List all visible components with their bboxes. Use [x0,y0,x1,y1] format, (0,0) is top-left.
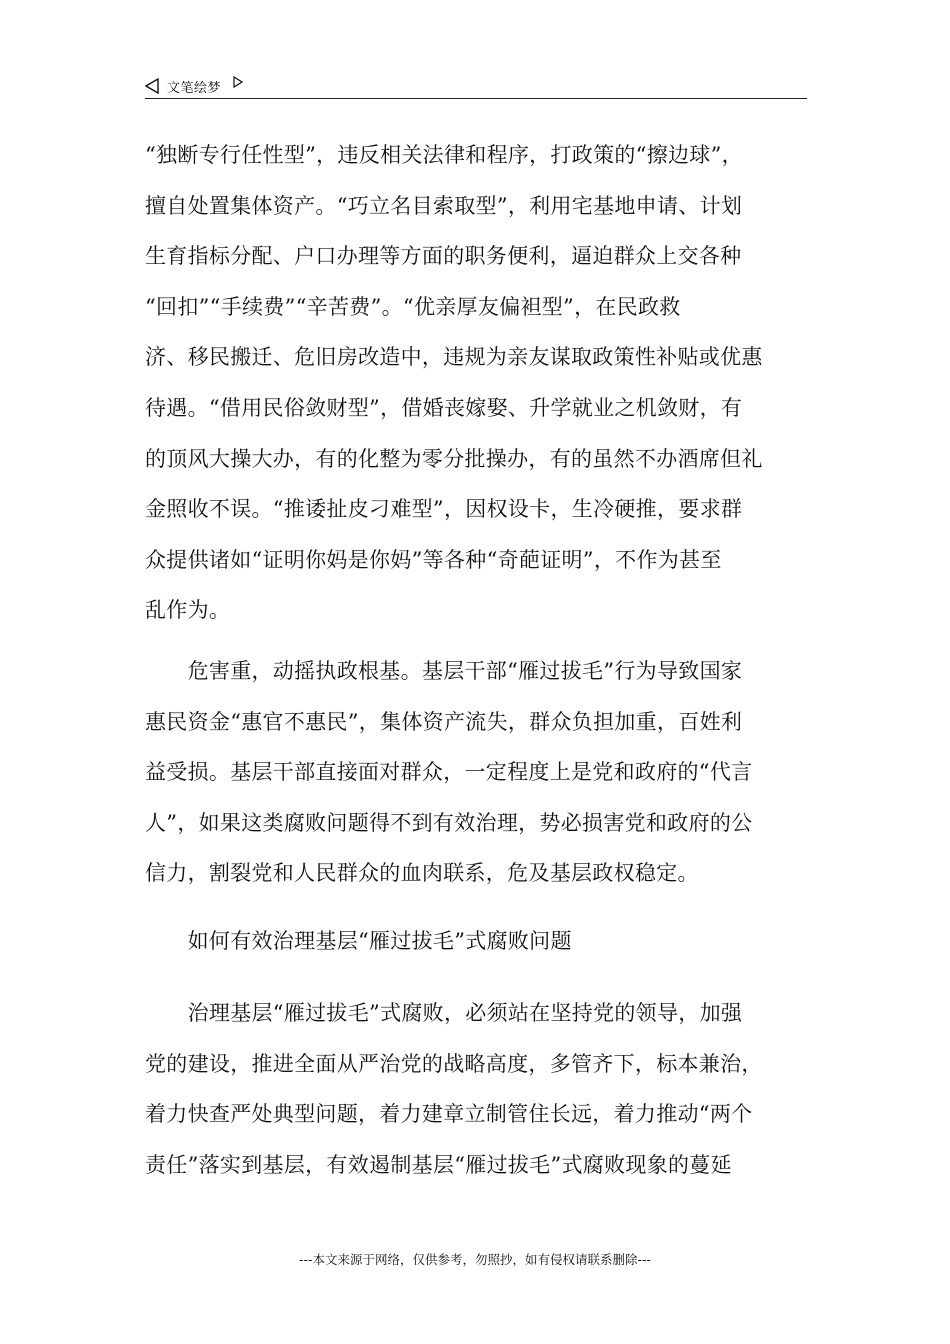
header-title: 文笔绘梦 [167,81,222,96]
text-line: 党的建设，推进全面从严治党的战略高度，多管齐下，标本兼治， [145,1051,763,1076]
text-line: 治理基层“雁过拔毛”式腐败，必须站在坚持党的领导，加强 [145,1001,743,1025]
text-line: “回扣”“手续费”“辛苦费”。“优亲厚友偏袒型”，在民政救 [145,294,681,319]
text-line: 济、移民搬迁、危旧房改造中，违规为亲友谋取政策性补贴或优惠 [145,345,763,370]
text-line: 金照收不误。“推诿扯皮刁难型”，因权设卡，生冷硬推，要求群 [145,497,743,522]
text-line: 如何有效治理基层“雁过拔毛”式腐败问题 [145,929,572,953]
triangle-right-icon [233,76,243,88]
page-header [145,74,807,99]
triangle-left-icon [145,78,159,94]
text-line: 危害重，动摇执政根基。基层干部“雁过拔毛”行为导致国家 [145,659,743,683]
text-line: 着力快查严处典型问题，着力建章立制管住长远，着力推动“两个 [145,1102,753,1127]
text-line: 信力，割裂党和人民群众的血肉联系，危及基层政权稳定。 [145,861,699,886]
text-line: 益受损。基层干部直接面对群众，一定程度上是党和政府的“代言 [145,760,753,785]
text-line: 责任”落实到基层，有效遏制基层“雁过拔毛”式腐败现象的蔓延 [145,1152,732,1177]
text-line: 人”，如果这类腐败问题得不到有效治理，势必损害党和政府的公 [145,810,753,835]
text-line: “独断专行任性型”，违反相关法律和程序，打政策的“擦边球”， [145,143,743,167]
text-line: 擅自处置集体资产。“巧立名目索取型”，利用宅基地申请、计划 [145,193,743,218]
text-line: 的顶风大操大办，有的化整为零分批操办，有的虽然不办酒席但礼 [145,446,763,471]
text-line: 待遇。“借用民俗敛财型”，借婚丧嫁娶、升学就业之机敛财，有 [145,395,743,420]
text-line: 惠民资金“惠官不惠民”，集体资产流失，群众负担加重，百姓利 [145,709,743,734]
paragraph-corruption-types [145,130,807,636]
section-heading [145,916,807,967]
footer-disclaimer: ---本文来源于网络，仅供参考，勿照抄，如有侵权请联系删除--- [298,1252,652,1267]
text-line: 众提供诸如“证明你妈是你妈”等各种“奇葩证明”，不作为甚至 [145,547,722,572]
text-line: 乱作为。 [145,598,231,623]
paragraph-governance [145,988,807,1190]
text-line: 生育指标分配、户口办理等方面的职务便利，逼迫群众上交各种 [145,244,742,269]
paragraph-harm [145,646,807,899]
